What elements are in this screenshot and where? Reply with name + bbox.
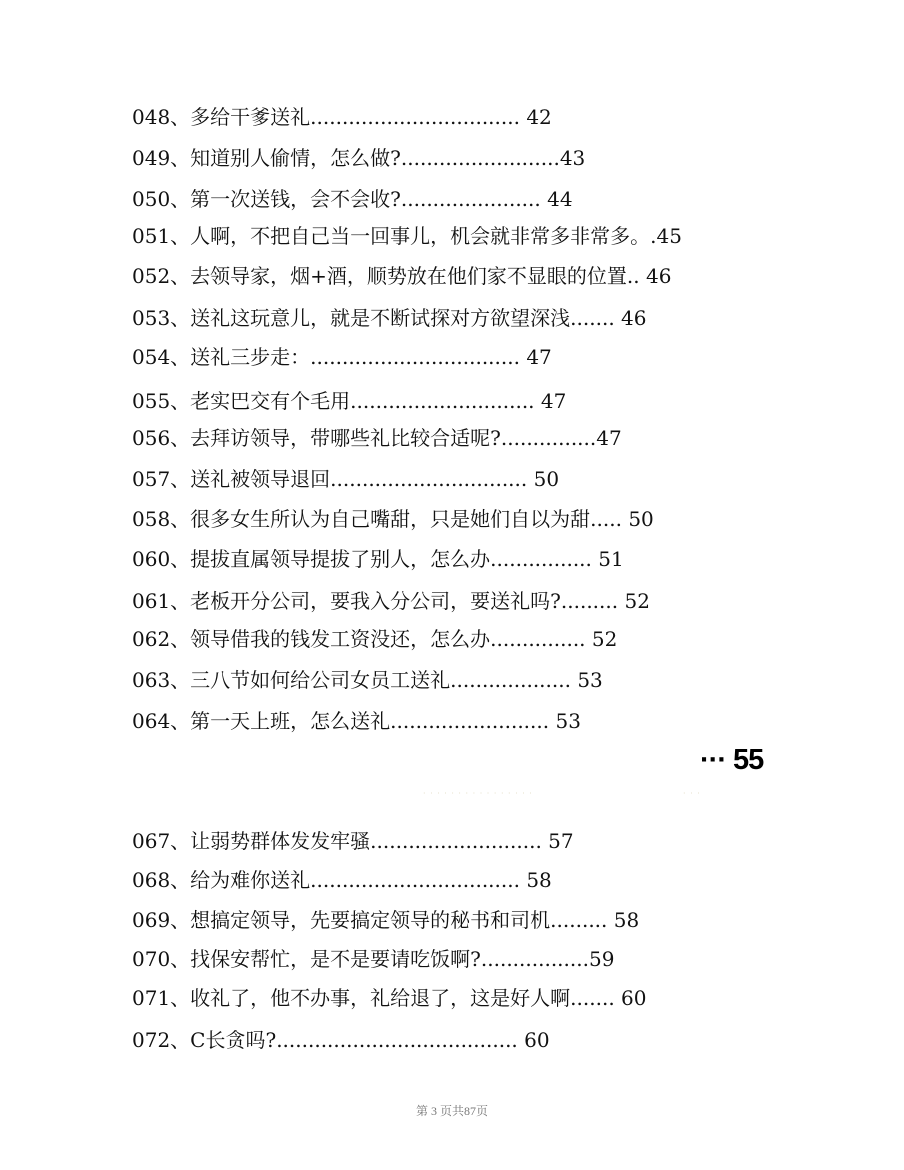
toc-entry-061: 061、老板开分公司，要我入分公司，要送礼吗?......... 52	[132, 589, 650, 613]
faint-dotted-mark: · · · · · · · · · · · · · · · ·	[423, 789, 533, 798]
page-footer: 第 3 页共87页	[415, 1104, 488, 1118]
toc-entry-067: 067、让弱势群体发发牢骚........................... 57	[132, 829, 574, 853]
toc-entry-057: 057、送礼被领导退回............................... 50	[132, 467, 560, 491]
page-number-fragment: ··· 55	[700, 744, 764, 776]
faint-dotted-mark-right: · · ·	[683, 789, 701, 798]
toc-entry-060: 060、提拔直属领导提拔了别人，怎么办................ 51	[132, 547, 624, 571]
toc-entry-056: 056、去拜访领导，带哪些礼比较合适呢?...............47	[132, 426, 622, 450]
toc-entry-054: 054、送礼三步走：................................. 47	[132, 345, 552, 369]
toc-entry-053: 053、送礼这玩意儿，就是不断试探对方欲望深浅....... 46	[132, 306, 647, 330]
toc-entry-051: 051、人啊，不把自己当一回事儿，机会就非常多非常多。.45	[132, 224, 682, 248]
toc-entry-048: 048、多给干爹送礼................................. 42	[132, 105, 552, 129]
toc-entry-052: 052、去领导家，烟+酒，顺势放在他们家不显眼的位置.. 46	[132, 264, 672, 288]
toc-entry-055: 055、老实巴交有个毛用............................. 47	[132, 389, 567, 413]
toc-entry-064: 064、第一天上班，怎么送礼......................... 53	[132, 709, 581, 733]
toc-entry-050: 050、第一次送钱，会不会收?...................... 44	[132, 187, 573, 211]
toc-entry-072: 072、C长贪吗?...................................... 60	[132, 1028, 550, 1052]
toc-entry-058: 058、很多女生所认为自己嘴甜，只是她们自以为甜..... 50	[132, 507, 654, 531]
toc-entry-071: 071、收礼了，他不办事，礼给退了，这是好人啊....... 60	[132, 986, 647, 1010]
toc-entry-070: 070、找保安帮忙，是不是要请吃饭啊?.................59	[132, 947, 615, 971]
toc-entry-063: 063、三八节如何给公司女员工送礼................... 53	[132, 668, 603, 692]
toc-entry-068: 068、给为难你送礼................................. 58	[132, 868, 552, 892]
toc-entry-062: 062、领导借我的钱发工资没还，怎么办............... 52	[132, 627, 618, 651]
toc-entry-069: 069、想搞定领导，先要搞定领导的秘书和司机......... 58	[132, 908, 640, 932]
toc-entry-049: 049、知道别人偷情，怎么做?.........................43	[132, 146, 586, 170]
